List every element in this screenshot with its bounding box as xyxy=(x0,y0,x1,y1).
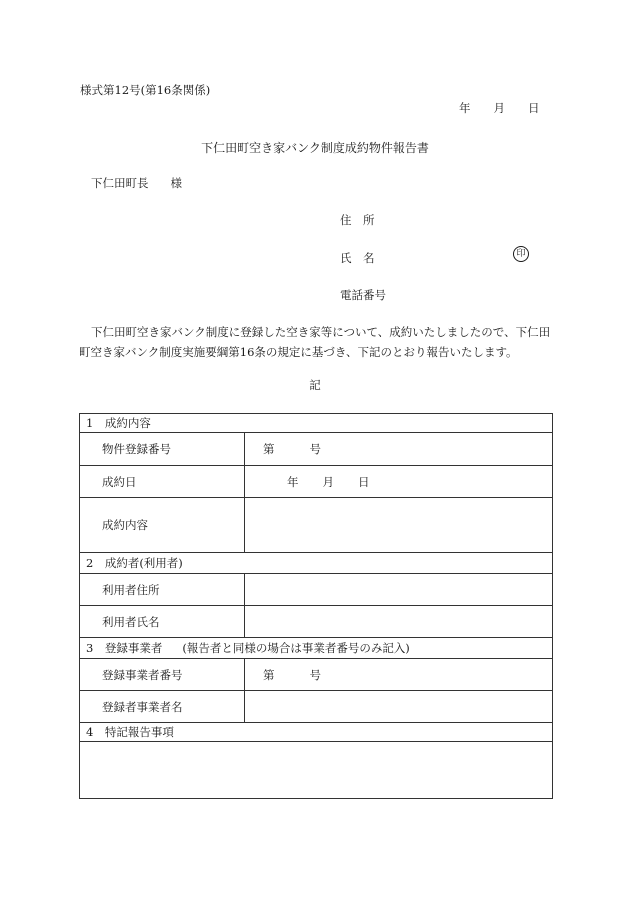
name-label: 氏 名 xyxy=(340,251,375,265)
contract-date-field[interactable] xyxy=(245,466,553,498)
operator-name-field[interactable] xyxy=(245,691,553,723)
table-row xyxy=(80,659,553,691)
ki-heading: 記 xyxy=(309,378,321,392)
operator-no-label: 登録事業者番号 xyxy=(80,659,245,691)
section-4-heading: 4 特記報告事項 xyxy=(80,723,553,742)
addressee-name: 下仁田町長 xyxy=(91,176,149,190)
dai-label: 第 xyxy=(263,667,275,682)
year-label: 年 xyxy=(287,474,299,489)
form-number: 様式第12号(第16条関係) xyxy=(80,83,211,97)
user-address-field[interactable] xyxy=(245,574,553,606)
table-row xyxy=(80,606,553,638)
table-row xyxy=(80,691,553,723)
table-row xyxy=(80,466,553,498)
table-row xyxy=(80,433,553,466)
body-text: 下仁田町空き家バンク制度に登録した空き家等について、成約いたしましたので、下仁田町空き家バンク制度実施要綱第16条の規定に基づき、下記のとおり報告いたします。 xyxy=(79,325,551,359)
date-year-label: 年 xyxy=(459,101,471,115)
report-table xyxy=(79,413,553,799)
table-row xyxy=(80,574,553,606)
seal-mark: 印 xyxy=(513,246,529,262)
operator-no-field[interactable] xyxy=(245,659,553,691)
table-row xyxy=(80,498,553,553)
section-1-heading: 1 成約内容 xyxy=(80,414,553,433)
contract-content-field[interactable] xyxy=(245,498,553,553)
property-reg-no-field[interactable] xyxy=(245,433,553,466)
section-row xyxy=(80,723,553,742)
document-title: 下仁田町空き家バンク制度成約物件報告書 xyxy=(201,141,429,155)
section-row xyxy=(80,414,553,433)
addressee-honorific: 様 xyxy=(170,176,182,190)
special-notes-field[interactable] xyxy=(80,742,553,799)
addressee xyxy=(91,175,182,191)
section-3-note: (報告者と同様の場合は事業者番号のみ記入) xyxy=(182,641,410,655)
user-name-label: 利用者氏名 xyxy=(80,606,245,638)
user-name-field[interactable] xyxy=(245,606,553,638)
phone-label: 電話番号 xyxy=(340,288,386,302)
body-paragraph xyxy=(79,322,552,362)
section-row xyxy=(80,553,553,574)
contract-date-label: 成約日 xyxy=(80,466,245,498)
date-month-label: 月 xyxy=(493,101,505,115)
dai-label: 第 xyxy=(263,442,275,456)
section-3-title: 3 登録事業者 xyxy=(86,641,163,655)
operator-name-label: 登録者事業者名 xyxy=(80,691,245,723)
day-label: 日 xyxy=(358,474,370,489)
go-label: 号 xyxy=(309,442,321,456)
user-address-label: 利用者住所 xyxy=(80,574,245,606)
contract-content-label: 成約内容 xyxy=(80,498,245,553)
section-3-heading xyxy=(80,638,553,659)
address-label: 住 所 xyxy=(340,213,375,227)
section-row xyxy=(80,638,553,659)
table-row xyxy=(80,742,553,799)
date-day-label: 日 xyxy=(528,101,540,115)
section-2-heading: 2 成約者(利用者) xyxy=(80,553,553,574)
property-reg-no-label: 物件登録番号 xyxy=(80,433,245,466)
go-label: 号 xyxy=(309,667,321,682)
report-date xyxy=(459,100,540,116)
month-label: 月 xyxy=(322,474,334,489)
